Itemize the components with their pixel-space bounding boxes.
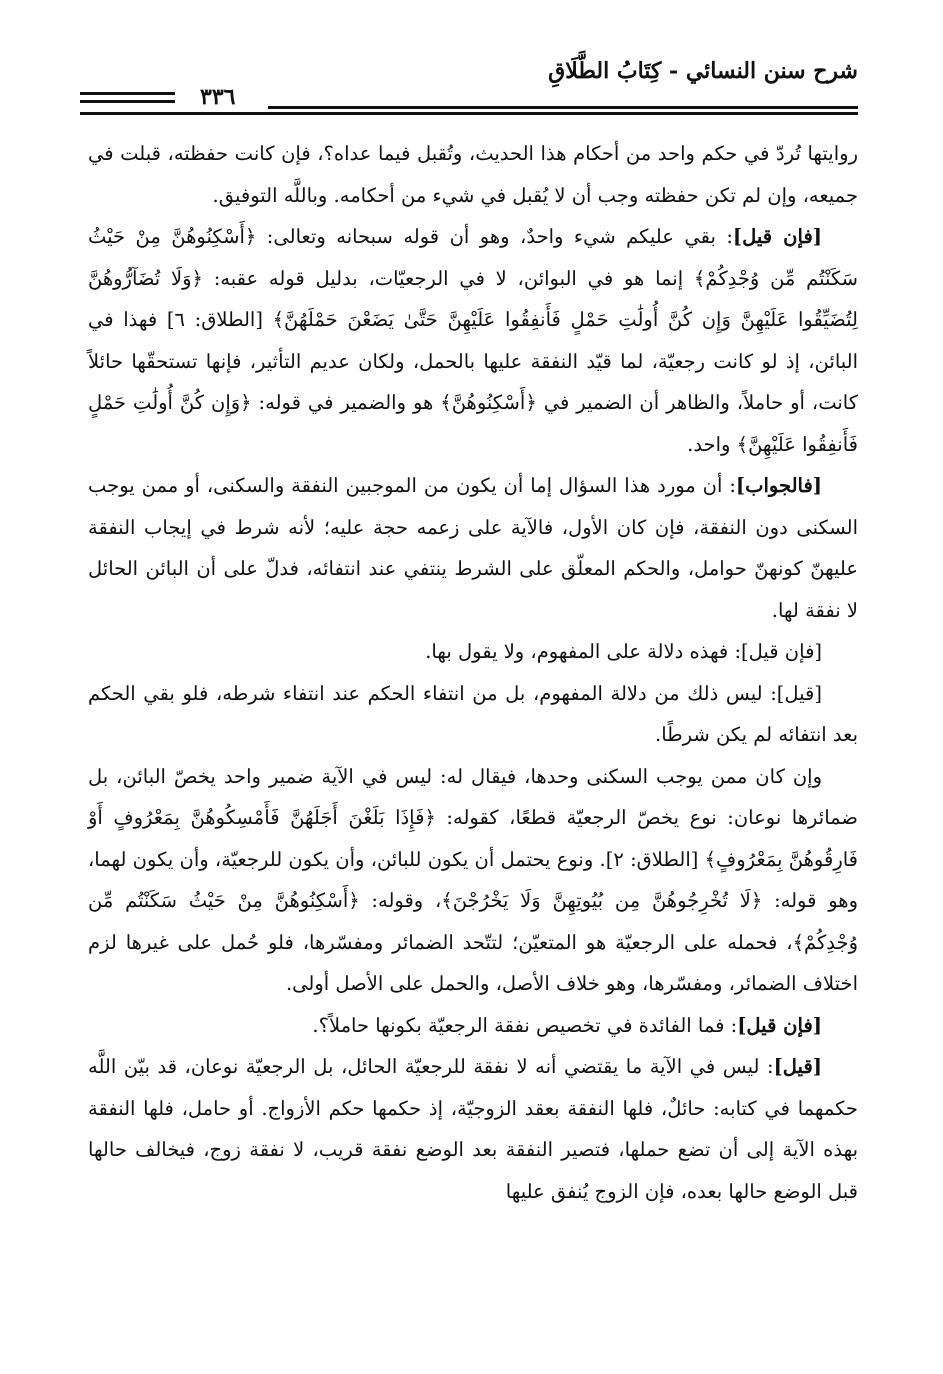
header-rule-main-bottom xyxy=(80,112,858,115)
header-rule-left-bottom xyxy=(80,100,175,103)
section-label: [فإن قيل] xyxy=(737,1013,822,1037)
paragraph xyxy=(88,465,858,631)
book-title: شرح سنن النسائي - كِتَابُ الطَّلَاقِ xyxy=(548,58,858,84)
paragraph-text: : بقي عليكم شيء واحدٌ، وهو أن قوله سبحانه وتعالى: ﴿أَسْكِنُوهُنَّ مِنْ حَيْثُ سَكَنْتُم مِّن وُجْدِكُمْ﴾ إنما هو في البوائن، لا في الرجعيّات، بدليل قوله عقبه: ﴿وَلَا تُضَآرُّوهُنَّ لِتُضَيِّقُوا عَلَيْهِنَّ وَإِن كُنَّ أُولَٰتِ حَمْلٍ فَأَنفِقُوا عَلَيْهِنَّ حَتَّىٰ يَضَعْنَ حَمْلَهُنَّ﴾ [الطلاق: ٦] فهذا في البائن، إذ لو كانت رجعيّة، لما قيّد النفقة عليها بالحمل، ولكان عديم التأثير، فإنها تستحقّها حائلاً كانت، أو حاملاً، والظاهر أن الضمير في ﴿أَسْكِنُوهُنَّ﴾ هو والضمير في قوله: ﴿وَإِن كُنَّ أُولَٰتِ حَمْلٍ فَأَنفِقُوا عَلَيْهِنَّ﴾ واحد. xyxy=(88,225,858,456)
paragraph xyxy=(88,216,858,465)
paragraph-text: : أن مورد هذا السؤال إما أن يكون من الموجبين النفقة والسكنى، أو ممن يوجب السكنى دون النفقة، فإن كان الأول، فالآية على زعمه حجة عليه؛ لأنه شرط في إيجاب النفقة عليهنّ كونهنّ حوامل، والحكم المعلّق على الشرط ينتفي عند انتفائه، فدلّ على أن البائن الحائل لا نفقة لها. xyxy=(88,474,858,622)
header-rule-main-top xyxy=(268,106,858,109)
header-rule-left-top xyxy=(80,92,175,95)
section-label: [فإن قيل] xyxy=(732,225,822,248)
section-label: [قيل] xyxy=(773,1055,822,1078)
paragraph xyxy=(88,1005,858,1047)
body-text xyxy=(88,133,858,1212)
paragraph xyxy=(88,133,858,216)
paragraph xyxy=(88,756,858,1005)
section-label: [فالجواب] xyxy=(735,474,822,497)
paragraph-text: : فما الفائدة في تخصيص نفقة الرجعيّة بكونها حاملاً؟. xyxy=(312,1013,738,1037)
paragraph xyxy=(88,1046,858,1212)
paragraph-text: [فإن قيل]: فهذه دلالة على المفهوم، ولا يقول بها. xyxy=(425,640,822,663)
paragraph xyxy=(88,631,858,673)
paragraph xyxy=(88,673,858,756)
page-number: ٣٣٦ xyxy=(200,84,236,110)
running-header xyxy=(80,58,858,118)
paragraph-text: [قيل]: ليس ذلك من دلالة المفهوم، بل من انتفاء الحكم عند انتفاء شرطه، فلو بقي الحكم بعد انتفائه لم يكن شرطًا. xyxy=(88,681,858,746)
paragraph-text: وإن كان ممن يوجب السكنى وحدها، فيقال له: ليس في الآية ضمير واحد يخصّ البائن، بل ضمائرها نوعان: نوع يخصّ الرجعيّة قطعًا، كقوله: ﴿فَإِذَا بَلَغْنَ أَجَلَهُنَّ فَأَمْسِكُوهُنَّ بِمَعْرُوفٍ أَوْ فَارِقُوهُنَّ بِمَعْرُوفٍ﴾ [الطلاق: ٢]. ونوع يحتمل أن يكون للبائن، وأن يكون للرجعيّة، وأن يكون لهما، وهو قوله: ﴿لَا تُخْرِجُوهُنَّ مِن بُيُوتِهِنَّ وَلَا يَخْرُجْنَ﴾، وقوله: ﴿أَسْكِنُوهُنَّ مِنْ حَيْثُ سَكَنْتُم مِّن وُجْدِكُمْ﴾، فحمله على الرجعيّة هو المتعيّن؛ لتتّحد الضمائر ومفسّرها، فلو حُمل على غيرها لزم اختلاف الضمائر، ومفسّرها، وهو خلاف الأصل، والحمل على الأصل أولى. xyxy=(88,764,858,995)
paragraph-text: : ليس في الآية ما يقتضي أنه لا نفقة للرجعيّة الحائل، بل الرجعيّة نوعان، قد بيّن اللَّه حكمهما في كتابه: حائلٌ، فلها النفقة بعقد الزوجيّة، إذ حكمها حكم الأزواج. أو حامل، فلها النفقة بهذه الآية إلى أن تضع حملها، فتصير النفقة بعد الوضع نفقة قريب، لا نفقة زوج، فيخالف حالها قبل الوضع حالها بعده، فإن الزوج يُنفق عليها xyxy=(88,1055,858,1203)
paragraph-text: روايتها تُردّ في حكم واحد من أحكام هذا الحديث، وتُقبل فيما عداه؟، فإن كانت حفظته، قبلت في جميعه، وإن لم تكن حفظته وجب أن لا يُقبل في شيء من أحكامه. وباللَّه التوفيق. xyxy=(88,142,858,207)
